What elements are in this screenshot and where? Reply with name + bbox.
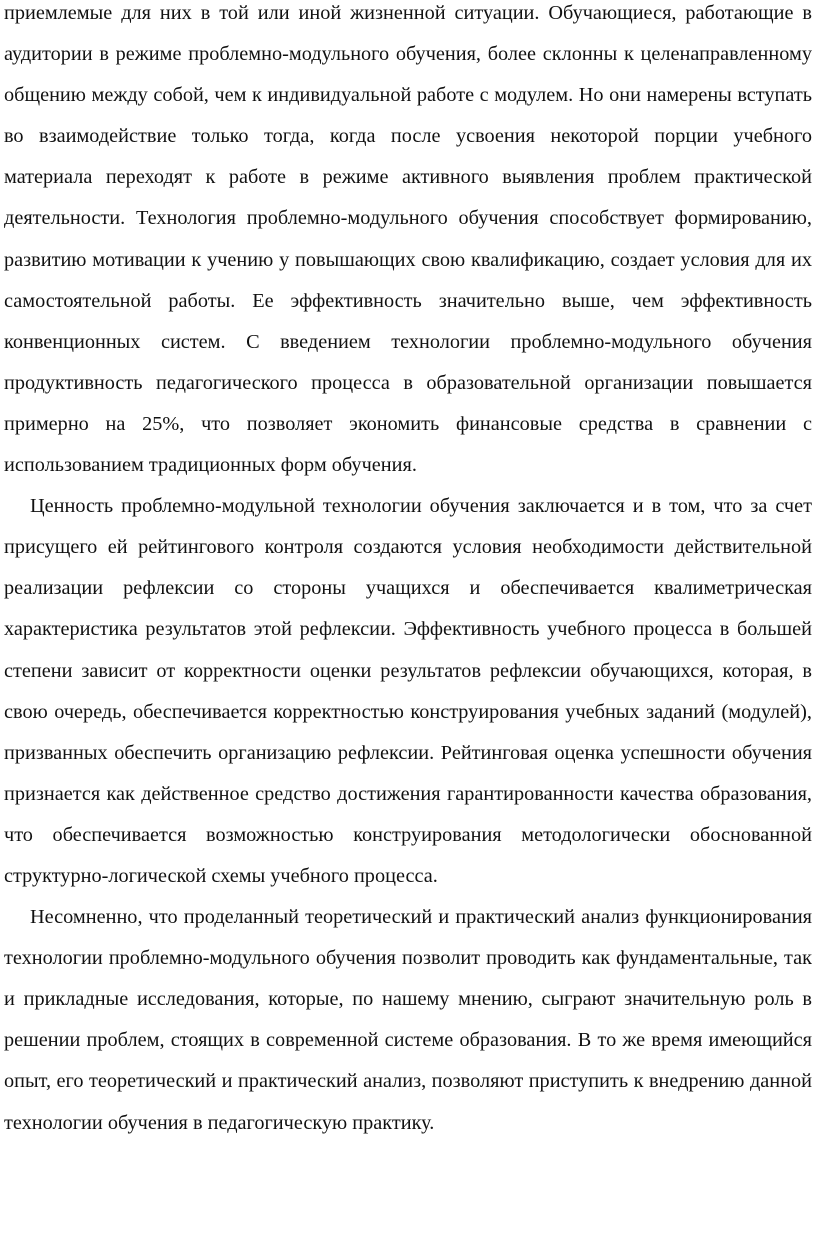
paragraph-value-of-technology: Ценность проблемно-модульной технологии обучения заключается и в том, что за счет присущего ей рейтингового контроля создаются условия необходимости действительной реализации рефлексии со стороны учащихся и обеспечивается квалиметрическая характеристика результатов этой рефлексии. Эффективность учебного процесса в большей степени зависит от корректности оценки результатов рефлексии обучающихся, которая, в свою очередь, обеспечивается корректностью конструирования учебных заданий (модулей), призванных обеспечить организацию рефлексии. Рейтинговая оценка успешности обучения признается как действенное средство достижения гарантированности качества образования, что обеспечивается возможностью конструирования методологически обоснованной структурно-логической схемы учебного процесса. xyxy=(4,495,812,887)
paragraph-conclusion: Несомненно, что проделанный теоретический и практический анализ функционирования технологии проблемно-модульного обучения позволит проводить как фундаментальные, так и прикладные исследования, которые, по нашему мнению, сыграют значительную роль в решении проблем, стоящих в современной системе образования. В то же время имеющийся опыт, его теоретический и практический анализ, позволяют приступить к внедрению данной технологии обучения в педагогическую практику. xyxy=(4,906,812,1134)
paragraph-continuation: приемлемые для них в той или иной жизненной ситуации. Обучающиеся, работающие в аудитории в режиме проблемно-модульного обучения, более склонны к целенаправленному общению между собой, чем к индивидуальной работе с модулем. Но они намерены вступать во взаимодействие только тогда, когда после усвоения некоторой порции учебного материала переходят к работе в режиме активного выявления проблем практической деятельности. Технология проблемно-модульного обучения способствует формированию, развитию мотивации к учению у повышающих свою квалификацию, создает условия для их самостоятельной работы. Ее эффективность значительно выше, чем эффективность конвенционных систем. С введением технологии проблемно-модульного обучения продуктивность педагогического процесса в образовательной организации повышается примерно на 25%, что позволяет экономить финансовые средства в сравнении с использованием традиционных форм обучения. xyxy=(4,2,812,477)
